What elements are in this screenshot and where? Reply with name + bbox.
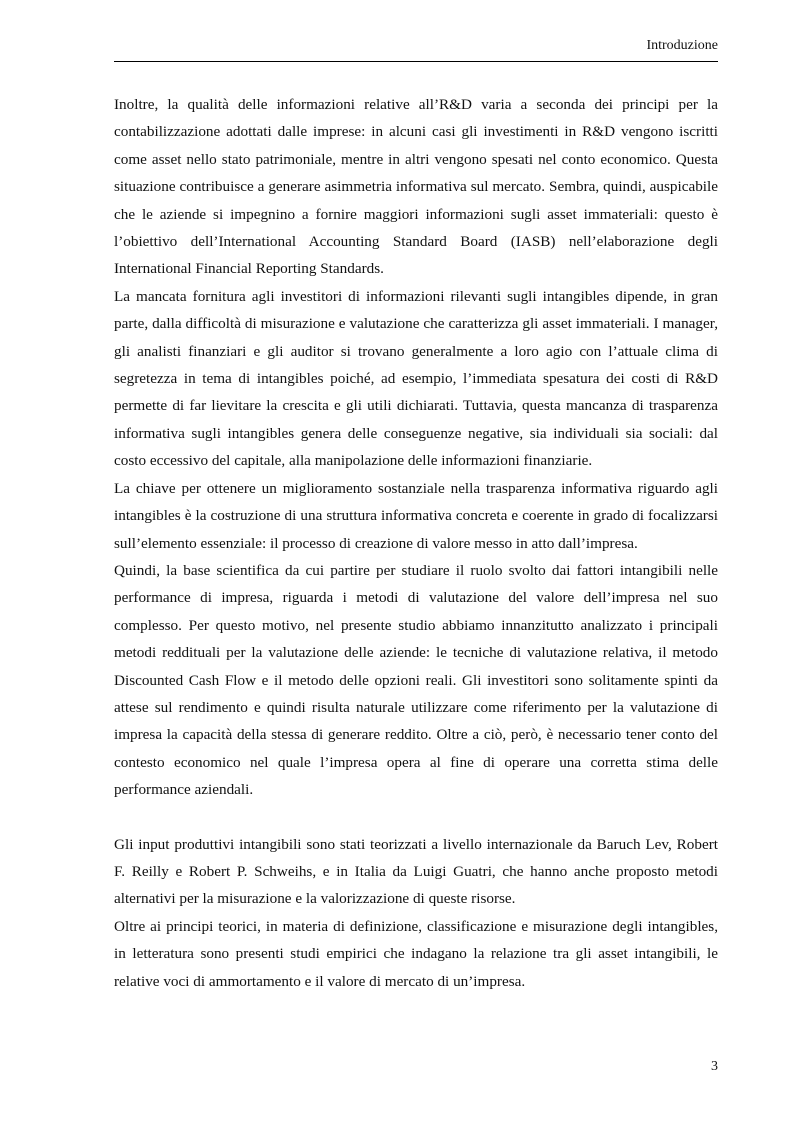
paragraph-valuation-methods: Quindi, la base scientifica da cui partire per studiare il ruolo svolto dai fattori intangibili nelle performance di impresa, riguarda i metodi di valutazione del valore dell’impresa nel suo complesso. Per questo motivo, nel presente studio abbiamo innanzitutto analizzato i principali metodi reddituali per la valutazione delle aziende: le tecniche di valutazione relativa, il metodo Discounted Cash Flow e il metodo delle opzioni reali. Gli investitori sono solitamente spinti da attese sul rendimento e quindi risulta naturale utilizzare come riferimento per la valutazione di impresa la capacità della stessa di generare reddito. Oltre a ciò, però, è necessario tener conto del contesto economico nel quale l’impresa opera al fine di operare una corretta stima delle performance aziendali. <box>114 561 718 799</box>
paragraph-empirical-studies: Oltre ai principi teorici, in materia di definizione, classificazione e misurazione degli intangibles, in letteratura sono presenti studi empirici che indagano la relazione tra gli asset intangibili, le relative voci di ammortamento e il valore di mercato di un’impresa. <box>114 917 718 990</box>
paragraph-spacer <box>114 804 718 831</box>
header-rule <box>114 61 718 62</box>
running-header: Introduzione <box>646 38 718 53</box>
body-text <box>114 91 718 995</box>
paragraph-intangibles-disclosure: La mancata fornitura agli investitori di informazioni rilevanti sugli intangibles dipende, in gran parte, dalla difficoltà di misurazione e valutazione che caratterizza gli asset immateriali. I manager, gli analisti finanziari e gli auditor si trovano generalmente a loro agio con l’attuale clima di segretezza in tema di intangibles poiché, ad esempio, l’immediata spesatura dei costi di R&D permette di far lievitare la crescita e gli utili dichiarati. Tuttavia, questa mancanza di trasparenza informativa sugli intangibles genera delle conseguenze negative, sia individuali sia sociali: dal costo eccessivo del capitale, alla manipolazione delle informazioni finanziarie. <box>114 287 718 470</box>
paragraph-rd-information: Inoltre, la qualità delle informazioni relative all’R&D varia a seconda dei principi per la contabilizzazione adottati dalle imprese: in alcuni casi gli investimenti in R&D vengono iscritti come asset nello stato patrimoniale, mentre in altri vengono spesati nel conto economico. Questa situazione contribuisce a generare asimmetria informativa sul mercato. Sembra, quindi, auspicabile che le aziende si impegnino a fornire maggiori informazioni sugli asset immateriali: questo è l’obiettivo dell’International Accounting Standard Board (IASB) nell’elaborazione degli International Financial Reporting Standards. <box>114 96 718 278</box>
page-number: 3 <box>711 1059 718 1074</box>
paragraph-transparency-key: La chiave per ottenere un miglioramento sostanziale nella trasparenza informativa riguardo agli intangibles è la costruzione di una struttura informativa concreta e coerente in grado di focalizzarsi sull’elemento essenziale: il processo di creazione di valore messo in atto dall’impresa. <box>114 479 718 552</box>
paragraph-intangible-inputs: Gli input produttivi intangibili sono stati teorizzati a livello internazionale da Baruch Lev, Robert F. Reilly e Robert P. Schweihs, e in Italia da Luigi Guatri, che hanno anche proposto metodi alternativi per la misurazione e la valorizzazione di queste risorse. <box>114 835 718 908</box>
